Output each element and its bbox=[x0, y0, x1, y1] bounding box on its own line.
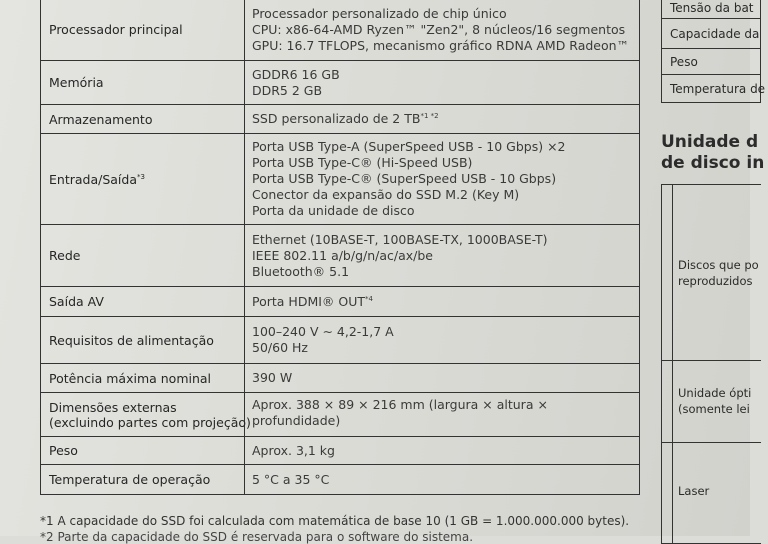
value-line: Porta da unidade de disco bbox=[252, 203, 415, 218]
value-line: 50/60 Hz bbox=[252, 340, 308, 355]
row-label: Peso bbox=[662, 49, 761, 75]
row-value bbox=[245, 465, 640, 495]
table-row bbox=[41, 317, 640, 364]
disc-drive-table bbox=[661, 184, 761, 544]
table-row bbox=[41, 134, 640, 225]
row-label: Memória bbox=[41, 61, 245, 105]
row-value bbox=[245, 134, 640, 225]
row-label bbox=[678, 483, 768, 499]
row-label: Saída AV bbox=[41, 287, 245, 317]
row-label bbox=[678, 385, 768, 417]
side-specifications-table bbox=[661, 0, 766, 103]
value-line: Bluetooth® 5.1 bbox=[252, 263, 350, 279]
row-label: Potência máxima nominal bbox=[41, 364, 245, 393]
value-line: Aprox. 388 × 89 × 216 mm (largura × altura × profundidade) bbox=[252, 397, 548, 428]
row-label: Requisitos de alimentação bbox=[41, 317, 245, 364]
table-row bbox=[662, 49, 761, 75]
row-value bbox=[245, 225, 640, 287]
value-line: Porta USB Type-A (SuperSpeed USB - 10 Gbps) ×2 bbox=[252, 139, 566, 154]
value-line: Porta USB Type-C® (Hi-Speed USB) bbox=[252, 155, 473, 170]
specifications-table bbox=[40, 0, 640, 495]
row-label: Processador principal bbox=[41, 0, 245, 61]
value-line: 390 W bbox=[252, 370, 293, 385]
table-row bbox=[662, 0, 761, 19]
value-line: Conector da expansão do SSD M.2 (Key M) bbox=[252, 187, 520, 202]
label-text: (excluindo partes com projeção) bbox=[49, 414, 251, 430]
row-label: Tensão da bat bbox=[662, 0, 761, 19]
footnote-marker: *4 bbox=[365, 294, 373, 303]
label-line: Discos que po bbox=[678, 258, 759, 272]
footnote-marker: *3 bbox=[137, 172, 145, 181]
table-row bbox=[662, 19, 761, 49]
row-label: Armazenamento bbox=[41, 105, 245, 134]
value-line: Ethernet (10BASE-T, 100BASE-TX, 1000BASE-T) bbox=[252, 231, 548, 247]
row-value bbox=[245, 317, 640, 364]
value-line: 100–240 V ∼ 4,2-1,7 A bbox=[252, 324, 394, 339]
value-line: Porta USB Type-C® (SuperSpeed USB - 10 Gbps) bbox=[252, 171, 557, 186]
table-row bbox=[662, 75, 761, 103]
label-line: (somente lei bbox=[678, 402, 750, 416]
table-row bbox=[41, 465, 640, 495]
value-line: SSD personalizado de 2 TB bbox=[252, 111, 421, 126]
section-heading bbox=[661, 132, 765, 174]
label-line: reproduzidos bbox=[678, 274, 753, 288]
table-row bbox=[41, 105, 640, 134]
table-row bbox=[41, 0, 640, 61]
value-line: 5 °C a 35 °C bbox=[252, 471, 330, 487]
value-line: GDDR6 16 GB bbox=[252, 66, 340, 82]
table-divider bbox=[662, 442, 761, 443]
value-line: Aprox. 3,1 kg bbox=[252, 442, 335, 458]
value-line: Porta HDMI® OUT bbox=[252, 293, 366, 309]
row-value bbox=[245, 437, 640, 465]
footnote: *1 A capacidade do SSD foi calculada com matemática de base 10 (1 GB = 1.000.000.000 bytes). bbox=[40, 514, 630, 528]
label-line: Laser bbox=[678, 484, 710, 498]
heading-line: de disco in bbox=[661, 153, 765, 173]
footnote-marker: *1 *2 bbox=[420, 112, 439, 120]
row-label bbox=[41, 134, 245, 225]
table-row bbox=[41, 287, 640, 317]
row-value bbox=[245, 61, 640, 105]
label-text: Entrada/Saída bbox=[49, 171, 137, 187]
row-label bbox=[678, 257, 768, 289]
row-value bbox=[245, 364, 640, 393]
value-line: GPU: 16.7 TFLOPS, mecanismo gráfico RDNA AMD Radeon™ bbox=[252, 37, 630, 53]
row-value bbox=[245, 287, 640, 317]
row-label: Peso bbox=[41, 437, 245, 465]
value-line: IEEE 802.11 a/b/g/n/ac/ax/be bbox=[252, 247, 433, 263]
value-line: Processador personalizado de chip único bbox=[252, 5, 507, 21]
label-line: Unidade ópti bbox=[678, 386, 752, 400]
row-value bbox=[245, 105, 640, 134]
row-label: Temperatura de bbox=[662, 75, 761, 103]
table-divider bbox=[662, 360, 761, 361]
footnote: *2 Parte da capacidade do SSD é reservada para o software do sistema. bbox=[40, 530, 474, 544]
table-row bbox=[41, 393, 640, 437]
row-value bbox=[245, 393, 640, 437]
value-line: CPU: x86-64-AMD Ryzen™ "Zen2", 8 núcleos/16 segmentos bbox=[252, 21, 626, 37]
row-label: Temperatura de operação bbox=[41, 465, 245, 495]
label-text: Dimensões externas bbox=[49, 399, 177, 415]
table-row bbox=[41, 225, 640, 287]
heading-line: Unidade d bbox=[661, 132, 759, 152]
row-label: Capacidade da bbox=[662, 19, 761, 49]
value-line: DDR5 2 GB bbox=[252, 82, 323, 98]
table-row bbox=[41, 61, 640, 105]
table-row bbox=[41, 364, 640, 393]
row-value bbox=[245, 0, 640, 61]
row-label bbox=[41, 393, 251, 437]
table-row bbox=[41, 437, 640, 465]
row-label: Rede bbox=[41, 225, 245, 287]
table-divider bbox=[672, 185, 675, 543]
